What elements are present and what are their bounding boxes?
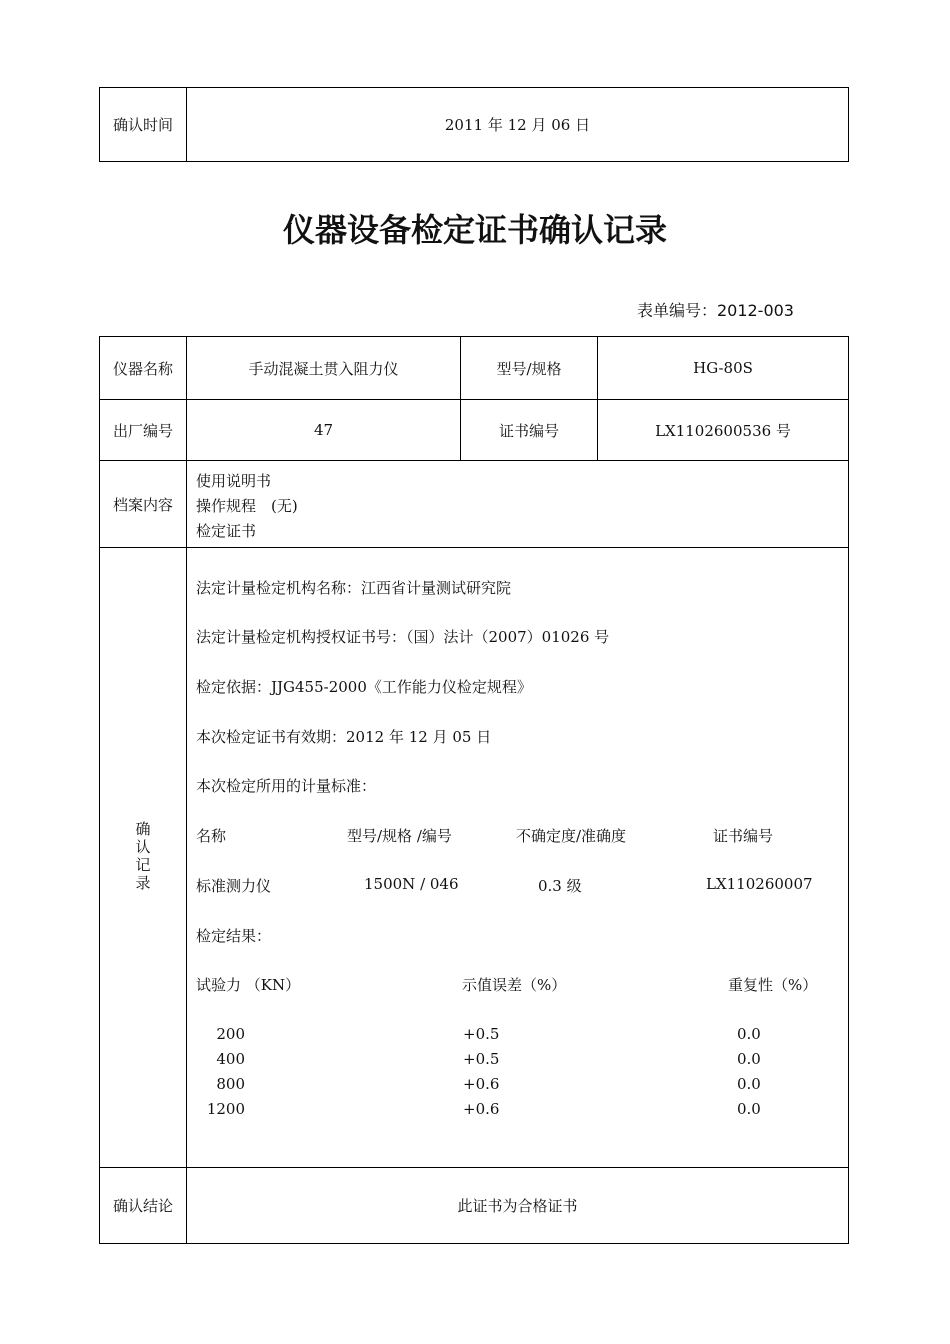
archive-item: 检定证书 bbox=[196, 522, 257, 540]
archive-label: 档案内容 bbox=[112, 495, 173, 514]
row-divider bbox=[99, 460, 849, 461]
column-divider bbox=[186, 336, 187, 1244]
result-error: +0.5 bbox=[463, 1050, 500, 1068]
standards-header-cert: 证书编号 bbox=[713, 827, 774, 845]
instrument-name-value: 手动混凝土贯入阻力仪 bbox=[248, 359, 399, 378]
result-repeat: 0.0 bbox=[737, 1100, 761, 1118]
serial-label: 出厂编号 bbox=[112, 421, 173, 440]
conclusion-value: 此证书为合格证书 bbox=[457, 1197, 578, 1215]
standards-header-uncertainty: 不确定度/准确度 bbox=[516, 827, 627, 845]
form-number: 表单编号：2012-003 bbox=[636, 301, 794, 320]
record-label-char: 记 bbox=[135, 856, 151, 874]
standards-row-name: 标准测力仪 bbox=[196, 877, 272, 895]
standards-row-uncertainty: 0.3 级 bbox=[538, 877, 582, 895]
archive-item: 操作规程 (无) bbox=[196, 497, 298, 515]
result-repeat: 0.0 bbox=[737, 1050, 761, 1068]
model-value: HG-80S bbox=[693, 359, 753, 377]
standards-heading: 本次检定所用的计量标准： bbox=[196, 777, 377, 795]
model-label: 型号/规格 bbox=[496, 359, 562, 378]
confirm-time-label: 确认时间 bbox=[112, 116, 173, 134]
result-force: 1200 bbox=[206, 1100, 245, 1118]
standards-header-model: 型号/规格 /编号 bbox=[347, 827, 452, 845]
record-label-char: 录 bbox=[135, 874, 151, 892]
confirm-time-value: 2011 年 12 月 06 日 bbox=[444, 116, 591, 134]
org-name: 法定计量检定机构名称：江西省计量测试研究院 bbox=[196, 579, 512, 597]
cert-value: LX1102600536 号 bbox=[655, 421, 791, 440]
result-repeat: 0.0 bbox=[737, 1025, 761, 1043]
result-header-error: 示值误差（%） bbox=[462, 976, 567, 994]
page-title: 仪器设备检定证书确认记录 bbox=[282, 211, 667, 249]
archive-item: 使用说明书 bbox=[196, 472, 272, 490]
record-label bbox=[100, 820, 186, 892]
instrument-name-label: 仪器名称 bbox=[112, 359, 173, 378]
result-error: +0.6 bbox=[463, 1075, 500, 1093]
record-label-char: 确 bbox=[135, 820, 151, 838]
result-error: +0.6 bbox=[463, 1100, 500, 1118]
standards-row-cert: LX110260007 bbox=[706, 875, 813, 893]
auth-cert: 法定计量检定机构授权证书号：（国）法计（2007）01026 号 bbox=[196, 628, 610, 646]
result-heading: 检定结果： bbox=[196, 927, 272, 945]
standards-row-model: 1500N / 046 bbox=[364, 875, 459, 893]
result-error: +0.5 bbox=[463, 1025, 500, 1043]
result-force: 200 bbox=[216, 1025, 245, 1043]
result-header-force: 试验力 （KN） bbox=[196, 976, 301, 994]
result-header-repeat: 重复性（%） bbox=[728, 976, 818, 994]
cert-label: 证书编号 bbox=[498, 421, 559, 440]
result-force: 800 bbox=[216, 1075, 245, 1093]
row-divider bbox=[99, 547, 849, 548]
basis: 检定依据：JJG455-2000《工作能力仪检定规程》 bbox=[196, 678, 532, 696]
result-force: 400 bbox=[216, 1050, 245, 1068]
record-label-char: 认 bbox=[135, 838, 151, 856]
conclusion-label: 确认结论 bbox=[112, 1197, 173, 1215]
validity: 本次检定证书有效期：2012 年 12 月 05 日 bbox=[196, 728, 492, 746]
standards-header-name: 名称 bbox=[196, 827, 227, 845]
result-repeat: 0.0 bbox=[737, 1075, 761, 1093]
serial-value: 47 bbox=[313, 421, 334, 439]
